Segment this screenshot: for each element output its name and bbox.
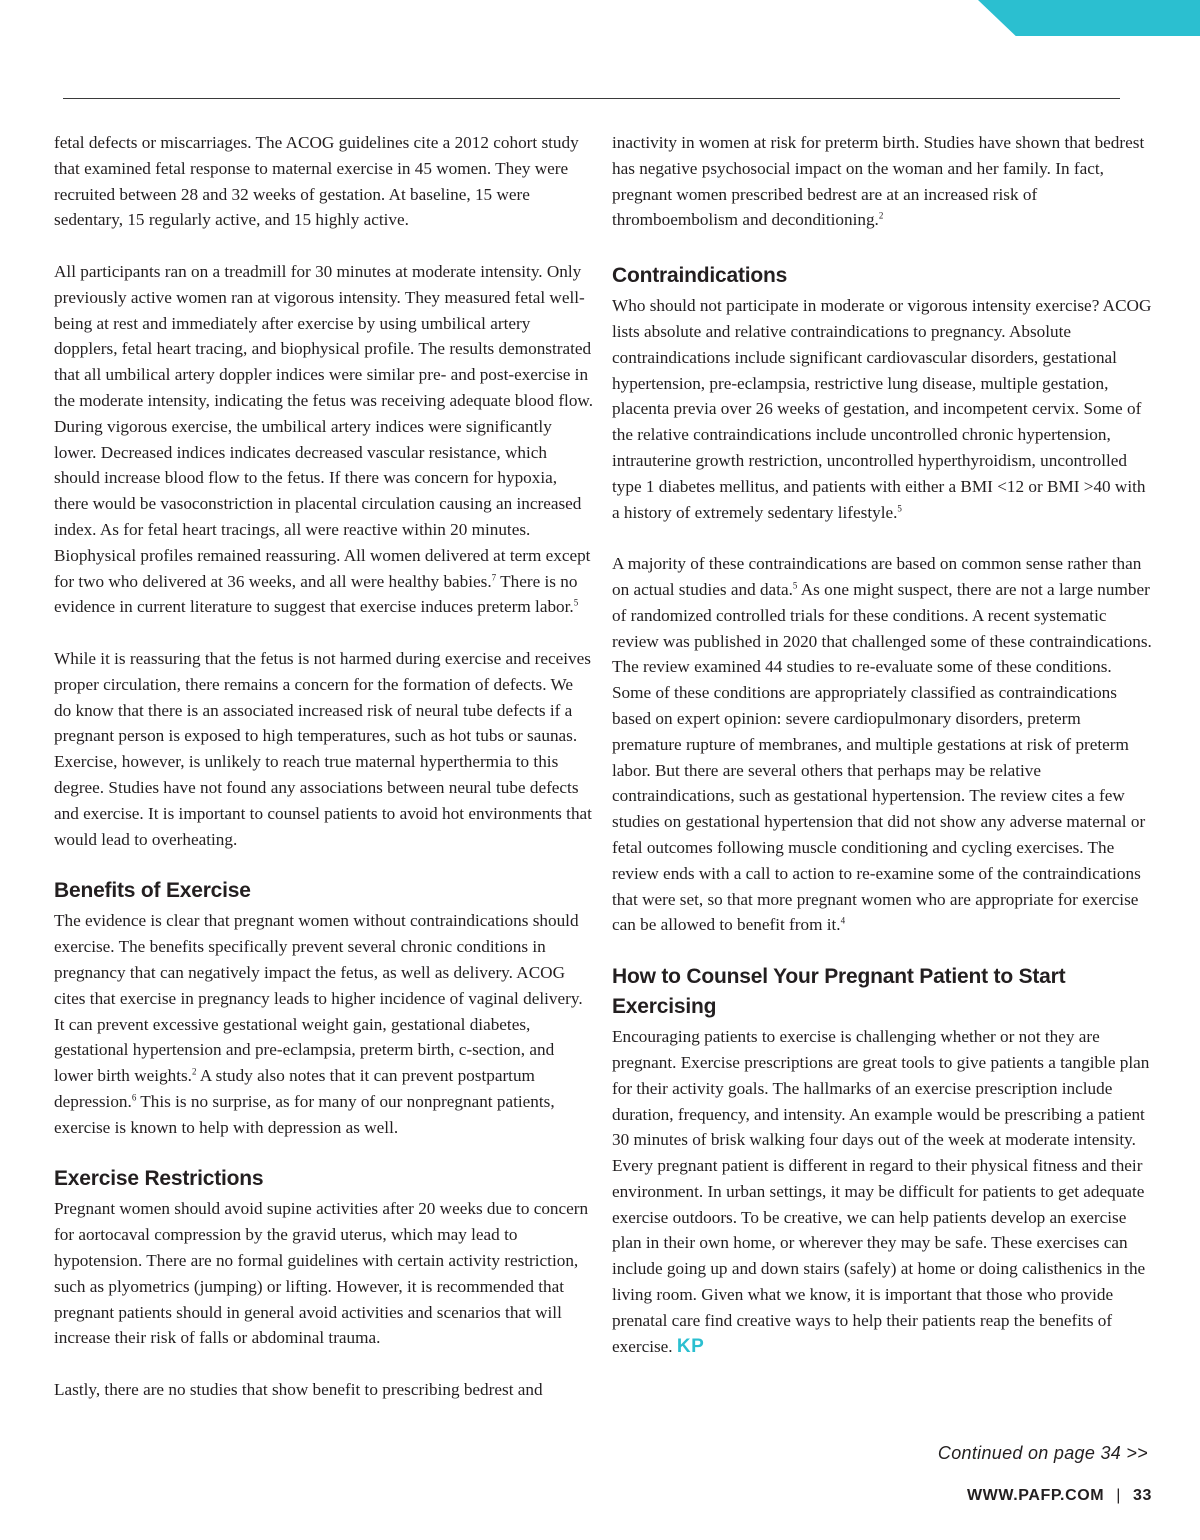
right-paragraph-2: Who should not participate in moderate or vigorous intensity exercise? ACOG lists absolute and relative contraindications to pregnancy. Absolute contraindications include significant cardiovascular disorders, gestational hypertension, pre-eclampsia, restrictive lung disease, multiple gestation, placenta previa over 26 weeks of gestation, and incompetent cervix. Some of the relative contraindications include uncontrolled chronic hypertension, intrauterine growth restriction, uncontrolled hyperthyroidism, uncontrolled type 1 diabetes mellitus, and patients with either a BMI <12 or BMI >40 with a history of extremely sedentary lifestyle.$^5$ [612,296,1152,522]
reference-marker: 7 [491,571,497,582]
heading-exercise-restrictions: Exercise Restrictions [54,1167,264,1191]
heading-benefits-of-exercise: Benefits of Exercise [54,879,251,903]
footer-website[interactable]: WWW.PAFP.COM [966,1487,1105,1504]
left-paragraph-4: The evidence is clear that pregnant women without contraindications should exercise. The benefits specifically prevent several chronic conditions in pregnancy that can negatively impact the fetus, as well as delivery. ACOG cites that exercise in pregnancy leads to higher incidence of vaginal delivery. It can prevent excessive gestational weight gain, gestational diabetes, gestational hypertension and pre-eclampsia, preterm birth, c-section, and lower birth weights.$^2$ A study also notes that it can prevent postpartum depression.$^6$ This is no surprise, as for many of our nonpregnant patients, exercise is known to help with depression as well. [54,911,583,1137]
left-paragraph-1: fetal defects or miscarriages. The ACOG guidelines cite a 2012 cohort study that examined fetal response to maternal exercise in 45 women. They were recruited between 28 and 32 weeks of gestation. At baseline, 15 were sedentary, 15 regularly active, and 15 highly active. [54,133,579,230]
header-rule [63,98,1120,99]
continued-on-page-link[interactable]: Continued on page 34 >> [937,1443,1148,1463]
corner-accent-tab [978,0,1200,36]
left-paragraph-2: All participants ran on a treadmill for 30 minutes at moderate intensity. Only previously active women ran at vigorous intensity. They measured fetal well-being at rest and immediately after exercise by using umbilical artery dopplers, fetal heart tracing, and biophysical profile. The results demonstrated that all umbilical artery doppler indices were similar pre- and post-exercise in the moderate intensity, indicating the fetus was receiving adequate blood flow. During vigorous exercise, the umbilical artery indices were significantly lower. Decreased indices indicates decreased vascular resistance, which should increase blood flow to the fetus. If there was concern for hypoxia, there would be vasoconstriction in placental circulation causing an increased index. As for fetal heart tracings, all were reactive within 20 minutes. Biophysical profiles remained reassuring. All women delivered at term except for two who delivered at 36 weeks, and all were healthy babies.$^7$ There is no evidence in current literature to suggest that exercise induces preterm labor.$^5$ [54,261,594,617]
left-paragraph-6: Lastly, there are no studies that show benefit to prescribing bedrest and [54,1380,543,1400]
right-column [612,130,1152,1359]
right-paragraph-4: Encouraging patients to exercise is challenging whether or not they are pregnant. Exercise prescriptions are great tools to give patients a tangible plan for their activity goals. The hallmarks of an exercise prescription include duration, frequency, and intensity. An example would be prescribing a patient 30 minutes of brisk walking four days out of the week at moderate intensity. Every pregnant patient is different in regard to their physical fitness and their environment. In urban settings, it may be difficult for patients to get adequate exercise outdoors. To be creative, we can help patients develop an exercise plan in their own home, or wherever they may be safe. These exercises can include going up and down stairs (safely) at home or doing calisthenics in the living room. Given what we know, it is important that those who provide prenatal care find creative ways to help their patients reap the benefits of exercise. KP [612,1027,1150,1357]
left-column [54,130,594,1403]
reference-marker: 2 [191,1066,197,1077]
left-paragraph-3: While it is reassuring that the fetus is not harmed during exercise and receives proper circulation, there remains a concern for the formation of defects. We do know that there is an associated increased risk of neural tube defects if a pregnant person is exposed to high temperatures, such as hot tubs or saunas. Exercise, however, is unlikely to reach true maternal hyperthermia to this degree. Studies have not found any associations between neural tube defects and exercise. It is important to counsel patients to avoid hot environments that would lead to overheating. [54,648,592,849]
kp-end-mark: KP [676,1335,705,1357]
page-footer [967,1487,1152,1505]
heading-how-to-counsel: How to Counsel Your Pregnant Patient to Start Exercising [612,965,1066,1019]
footer-separator: | [1116,1487,1121,1504]
reference-marker: 5 [897,502,902,513]
reference-marker: 2 [878,210,884,221]
right-paragraph-1: inactivity in women at risk for preterm birth. Studies have shown that bedrest has negative psychosocial impact on the woman and her family. In fact, pregnant women prescribed bedrest are at an increased risk of thromboembolism and deconditioning.$^2$ [612,133,1145,230]
reference-marker: 5 [573,597,579,608]
reference-marker: 4 [840,915,846,926]
reference-marker: 6 [131,1092,137,1103]
page-number: 33 [1133,1487,1152,1504]
right-paragraph-3: A majority of these contraindications are based on common sense rather than on actual studies and data.$^5$ As one might suspect, there are not a large number of randomized controlled trials for these conditions. A recent systematic review was published in 2020 that challenged some of these contraindications. The review examined 44 studies to re-evaluate some of these conditions. Some of these conditions are appropriately classified as contraindications based on expert opinion: severe cardiopulmonary disorders, preterm premature rupture of membranes, and multiple gestations at risk of preterm labor. But there are several others that perhaps may be relative contraindications, such as gestational hypertension. The review cites a few studies on gestational hypertension that did not show any adverse maternal or fetal outcomes following muscle conditioning and cycling exercises. The review ends with a call to action to re-examine some of the contraindications that were set, so that more pregnant women who are appropriate for exercise can be allowed to benefit from it.$^4$ [612,554,1152,935]
heading-contraindications: Contraindications [612,264,788,288]
reference-marker: 5 [792,580,798,591]
left-paragraph-5: Pregnant women should avoid supine activities after 20 weeks due to concern for aortocaval compression by the gravid uterus, which may lead to hypotension. There are no formal guidelines with certain activity restriction, such as plyometrics (jumping) or lifting. However, it is recommended that pregnant patients should in general avoid activities and scenarios that will increase their risk of falls or abdominal trauma. [54,1199,589,1348]
